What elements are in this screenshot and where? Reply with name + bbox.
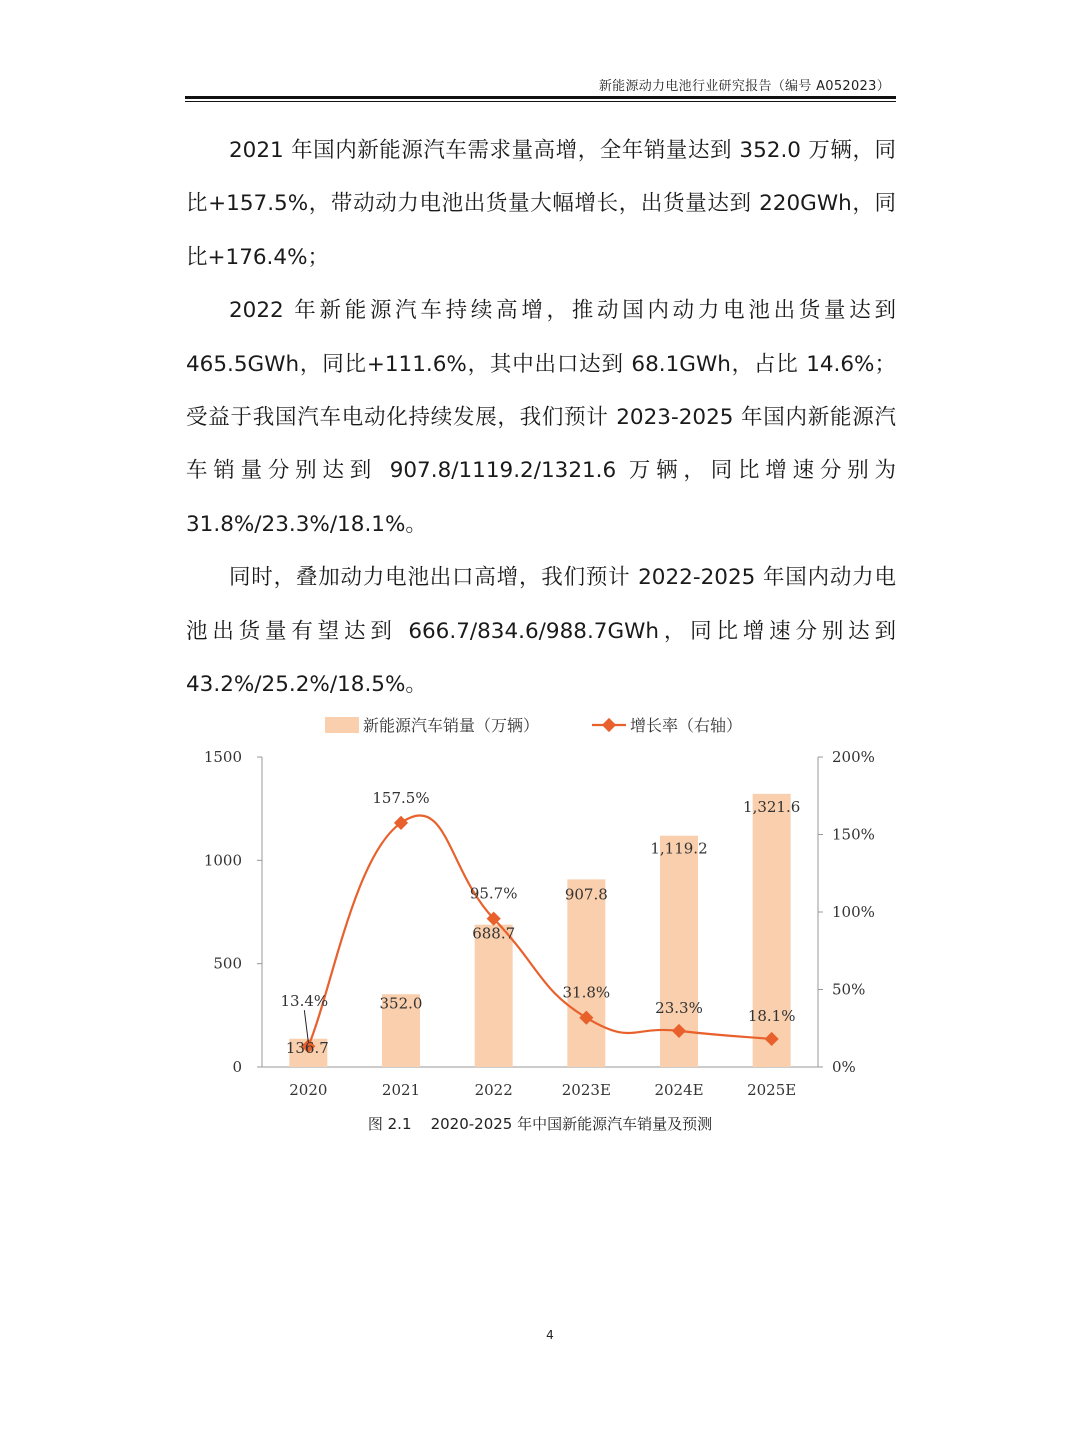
left-tick-label: 500 (213, 954, 242, 973)
page-number: 4 (546, 1328, 554, 1342)
legend-line-label: 增长率（右轴） (630, 716, 743, 735)
sales-growth-chart (180, 700, 900, 1120)
header-rule-thin (185, 101, 896, 102)
right-tick-label: 0% (832, 1058, 856, 1076)
bar-value-label: 136.7 (285, 1039, 329, 1057)
growth-value-label: 95.7% (469, 884, 518, 903)
right-tick-label: 150% (832, 825, 875, 844)
bar-value-label: 907.8 (564, 885, 608, 904)
growth-value-label: 157.5% (372, 788, 430, 807)
sales-bar (475, 925, 513, 1067)
left-tick-label: 1500 (203, 748, 242, 766)
bar-value-label: 1,321.6 (743, 797, 801, 816)
x-tick-label: 2021 (381, 1081, 421, 1099)
right-tick-label: 100% (832, 903, 875, 921)
legend-bar-label: 新能源汽车销量（万辆） (363, 716, 540, 735)
x-tick-label: 2024E (654, 1081, 704, 1099)
paragraph-1: 2021 年国内新能源汽车需求量高增，全年销量达到 352.0 万辆，同比+157.5%，带动动力电池出货量大幅增长，出货量达到 220GWh，同比+176.4%； (186, 138, 896, 270)
x-tick-label: 2022 (474, 1081, 513, 1099)
chart-svg (180, 700, 900, 1120)
bar-value-label: 688.7 (472, 924, 516, 943)
growth-value-label: 23.3% (655, 998, 703, 1017)
label-leader-line (304, 1010, 308, 1042)
sales-bar (567, 879, 605, 1067)
growth-value-label: 31.8% (562, 983, 611, 1002)
right-tick-label: 200% (832, 748, 875, 766)
legend-bar-swatch (325, 717, 359, 733)
body-text (186, 124, 896, 711)
x-tick-label: 2023E (561, 1081, 611, 1099)
paragraph-3: 同时，叠加动力电池出口高增，我们预计 2022-2025 年国内动力电池出货量有望达到 666.7/834.6/988.7GWh，同比增速分别达到 43.2%/25.2%/18.5%。 (186, 565, 896, 698)
caption-text: 2020-2025 年中国新能源汽车销量及预测 (430, 1115, 713, 1133)
left-tick-label: 1000 (203, 851, 242, 870)
x-tick-label: 2025E (747, 1081, 797, 1099)
growth-value-label: 18.1% (747, 1006, 796, 1025)
paragraph-2: 2022 年新能源汽车持续高增，推动国内动力电池出货量达到 465.5GWh，同比+111.6%，其中出口达到 68.1GWh，占比 14.6%；受益于我国汽车电动化持续发展，我们预计 2023-2025 年国内新能源汽车销量分别达到 907.8/1119.2/1321.6 万辆，同比增速分别为 31.8%/23.3%/18.1%。 (186, 298, 896, 537)
report-title: 新能源动力电池行业研究报告（编号 A052023） (598, 79, 890, 94)
growth-value-label: 13.4% (280, 992, 329, 1011)
left-tick-label: 0 (232, 1058, 242, 1076)
figure-caption (0, 1113, 1080, 1134)
header-rule-thick (185, 96, 896, 99)
legend-line-marker (602, 718, 616, 732)
x-tick-label: 2020 (289, 1081, 328, 1099)
bar-value-label: 1,119.2 (650, 839, 708, 858)
bar-value-label: 352.0 (379, 994, 423, 1013)
caption-label: 图 2.1 (367, 1115, 412, 1133)
sales-bar (753, 794, 791, 1067)
right-tick-label: 50% (832, 980, 866, 999)
